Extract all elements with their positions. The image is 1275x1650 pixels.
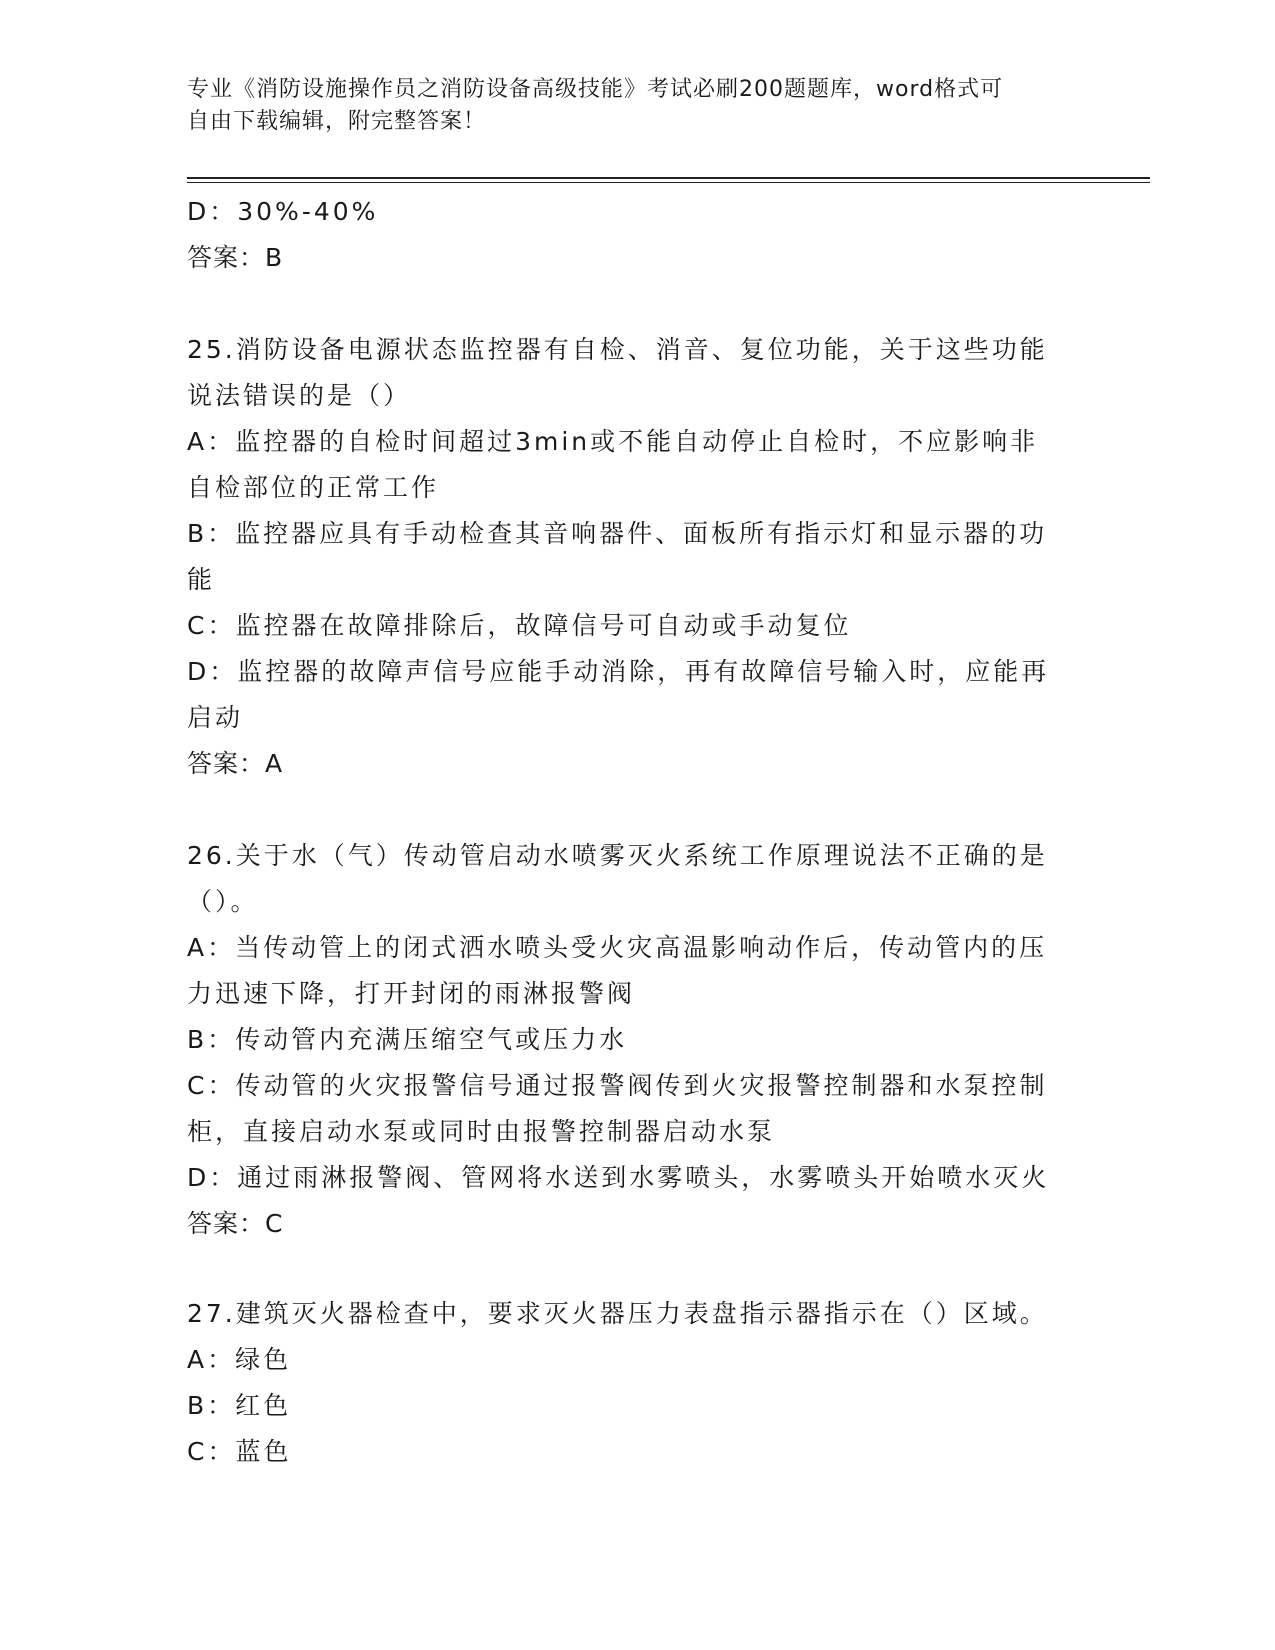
q25-option-b-line-1: B：监控器应具有手动检查其音响器件、面板所有指示灯和显示器的功: [187, 519, 1048, 548]
q25-option-c: C：监控器在故障排除后，故障信号可自动或手动复位: [187, 611, 852, 640]
q25-option-a-line-2: 自检部位的正常工作: [187, 473, 440, 502]
question-spacer: [187, 281, 1087, 327]
q27-option-b: B：红色: [187, 1391, 292, 1420]
q25-stem-line-2: 说法错误的是（）: [187, 381, 412, 410]
q25-option-a-line-1: A：监控器的自检时间超过3min或不能自动停止自检时，不应影响非: [187, 427, 1039, 456]
document-header: [187, 74, 1087, 138]
q25-option-b-line-2: 能: [187, 565, 216, 594]
header-line-2: 自由下载编辑，附完整答案！: [187, 109, 487, 134]
document-body: [187, 189, 1087, 1475]
header-line-1: 专业《消防设施操作员之消防设备高级技能》考试必刷200题题库，word格式可: [187, 77, 1004, 102]
q26-stem-line-1: 26.关于水（气）传动管启动水喷雾灭火系统工作原理说法不正确的是: [187, 841, 1048, 870]
header-divider-thick: [187, 177, 1150, 179]
q26-answer: 答案：C: [187, 1209, 284, 1238]
q26-stem-line-2: （）。: [187, 887, 259, 916]
q26-option-d: D：通过雨淋报警阀、管网将水送到水雾喷头，水雾喷头开始喷水灭火: [187, 1163, 1050, 1192]
q26-option-a-line-1: A：当传动管上的闭式洒水喷头受火灾高温影响动作后，传动管内的压: [187, 933, 1048, 962]
q27-option-a: A：绿色: [187, 1345, 292, 1374]
q25-option-d-line-1: D：监控器的故障声信号应能手动消除，再有故障信号输入时，应能再: [187, 657, 1050, 686]
q25-answer: 答案：A: [187, 749, 284, 778]
q26-option-c-line-1: C：传动管的火灾报警信号通过报警阀传到火灾报警控制器和水泵控制: [187, 1071, 1048, 1100]
header-divider-thin: [187, 182, 1150, 183]
q24-option-d: D：30%-40%: [187, 197, 379, 226]
q27-stem: 27.建筑灭火器检查中，要求灭火器压力表盘指示器指示在（）区域。: [187, 1299, 1048, 1328]
q25-stem-line-1: 25.消防设备电源状态监控器有自检、消音、复位功能，关于这些功能: [187, 335, 1048, 364]
q24-answer: 答案：B: [187, 243, 284, 272]
question-spacer: [187, 787, 1087, 833]
q26-option-b: B：传动管内充满压缩空气或压力水: [187, 1025, 628, 1054]
question-spacer: [187, 1247, 1087, 1291]
q26-option-a-line-2: 力迅速下降，打开封闭的雨淋报警阀: [187, 979, 636, 1008]
q27-option-c: C：蓝色: [187, 1437, 292, 1466]
q26-option-c-line-2: 柜，直接启动水泵或同时由报警控制器启动水泵: [187, 1117, 776, 1146]
q25-option-d-line-2: 启动: [187, 703, 244, 732]
